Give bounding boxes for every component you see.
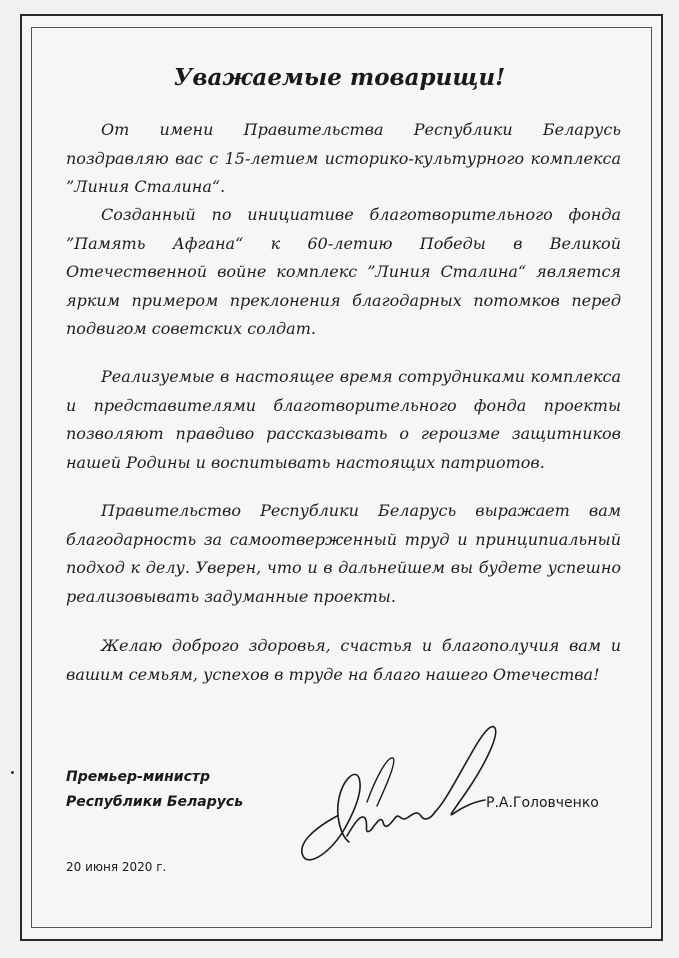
paper-speck: [11, 771, 14, 774]
signatory-name: Р.А.Головченко: [486, 795, 599, 811]
paragraph-gratitude: Правительство Республики Беларусь выражает вам благодарность за самоотверженный труд и принципиальный подход к делу. Уверен, что и в дальнейшем вы будете успешно реализовывать задуманные проекты.: [66, 501, 621, 606]
handwritten-signature: [285, 718, 515, 868]
paragraph-projects: Реализуемые в настоящее время сотрудниками комплекса и представителями благотворительного фонда проекты позволяют правдиво рассказывать о героизме защитников нашей Родины и воспитывать настоящих патриотов.: [66, 367, 621, 472]
signatory-position: [66, 765, 243, 815]
paragraph-congratulation: От имени Правительства Республики Беларусь поздравляю вас с 15-летием историко-культурного комплекса ”Линия Сталина“.: [66, 120, 621, 196]
paragraph-history: Созданный по инициативе благотворительного фонда ”Память Афгана“ к 60-летию Победы в Великой Отечественной войне комплекс ”Линия Сталина“ является ярким примером преклонения благодарных потомков перед подвигом советских солдат.: [66, 205, 621, 338]
signatory-position-line2: Республики Беларусь: [66, 794, 244, 810]
signatory-position-line1: Премьер-министр: [66, 769, 211, 785]
letter-date: 20 июня 2020 г.: [66, 860, 167, 874]
letter-title: Уважаемые товарищи!: [173, 64, 506, 91]
paragraph-wishes: Желаю доброго здоровья, счастья и благополучия вам и вашим семьям, успехов в труде на благо нашего Отечества!: [66, 636, 621, 684]
